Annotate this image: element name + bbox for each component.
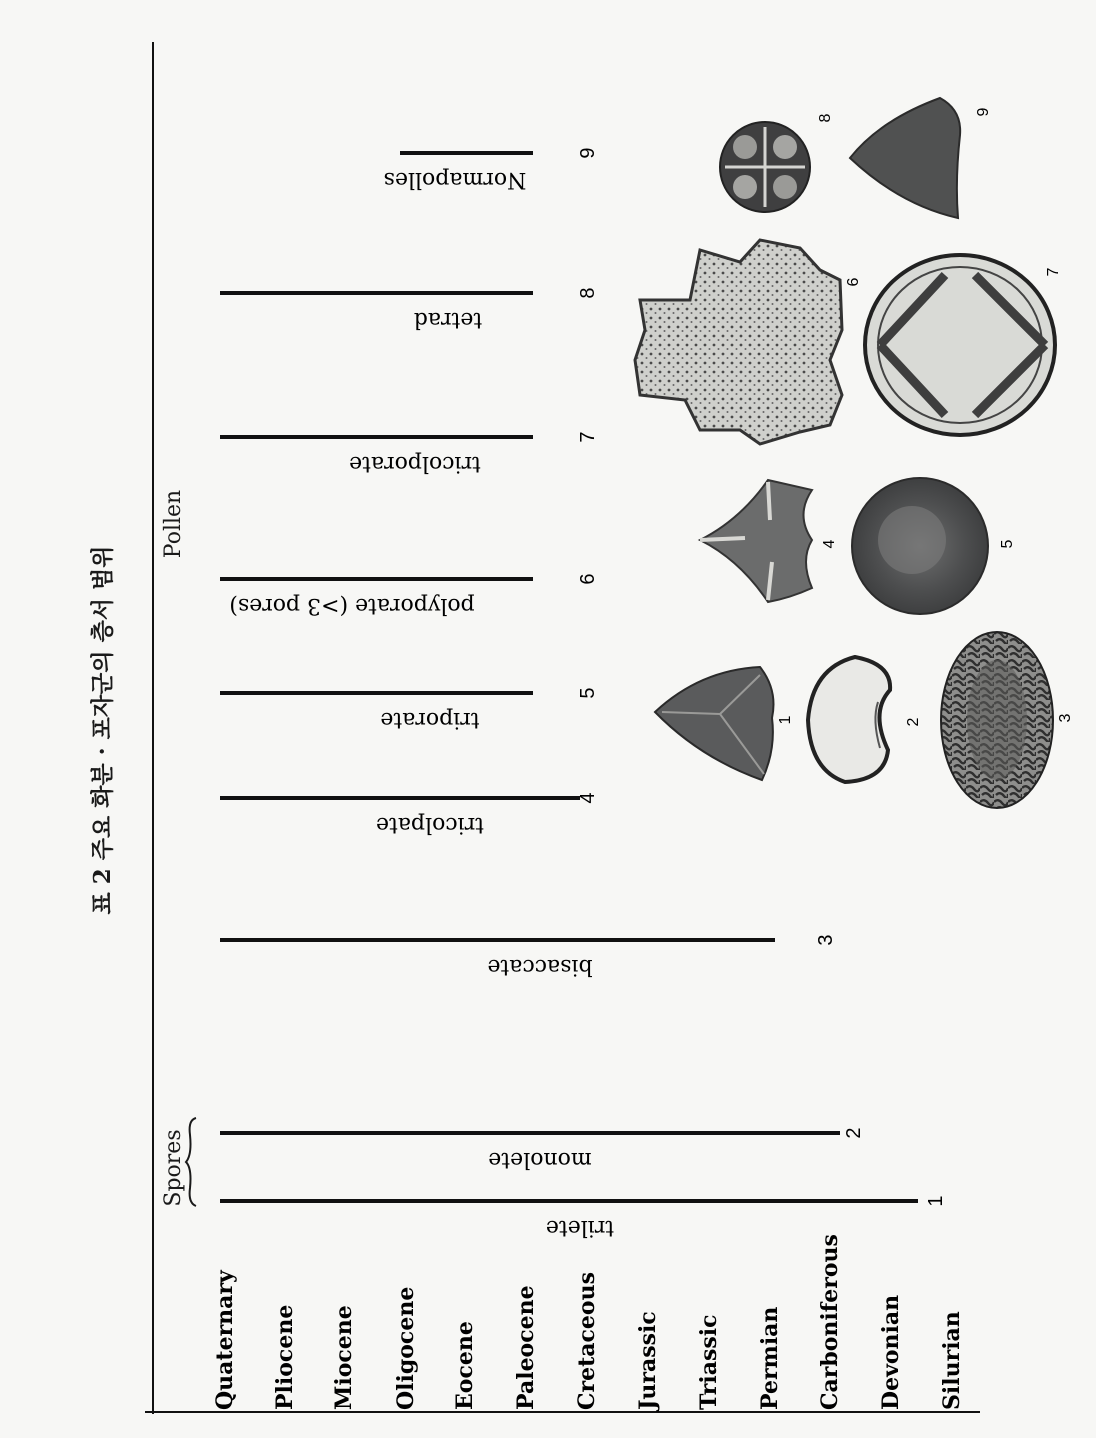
specimen-label: 3 [1057,713,1074,723]
specimen-9 [850,98,992,218]
specimen-label: 1 [777,715,794,725]
spores-label: Spores [161,1129,186,1207]
period-label: Triassic [696,1314,722,1410]
period-label: Quaternary [212,1270,238,1410]
period-label: Pliocene [272,1304,298,1410]
taxon-number: 6 [577,573,599,585]
period-label: Jurassic [635,1311,661,1410]
taxon-number: 7 [577,431,599,443]
specimen-7 [865,255,1062,435]
specimen-1 [655,667,794,780]
table-title: 표 2 주요 화분 · 포자군의 층서 범위 [89,545,116,915]
taxon-name: polyporate (>3 pores) [229,593,475,618]
specimen-label: 7 [1045,267,1062,277]
specimen-2 [808,657,922,782]
specimen-3 [941,632,1074,808]
pollen-label: Pollen [161,489,186,559]
specimen-label: 4 [821,539,838,549]
spores-brace [186,1118,196,1206]
taxon-number: 8 [577,287,599,299]
period-label: Permian [757,1306,783,1410]
period-label: Oligocene [393,1286,419,1410]
taxon-number: 9 [577,147,599,159]
period-label: Silurian [939,1311,965,1410]
taxon-name: monolete [488,1147,592,1172]
taxon-number: 3 [815,934,837,946]
taxon-name: tetrad [413,307,483,332]
taxon-name: triporate [380,707,480,732]
taxon-name: tricolpate [375,812,485,837]
period-label: Cretaceous [574,1272,600,1410]
specimen-5 [852,478,1016,614]
taxon-name: bisaccate [487,954,593,979]
taxon-name: tricolporate [349,451,481,476]
taxon-name: trilete [545,1215,615,1240]
specimen-6 [635,240,862,444]
period-label: Carboniferous [817,1234,843,1410]
specimen-label: 5 [999,539,1016,549]
taxon-number: 1 [925,1195,947,1207]
specimens [635,98,1074,808]
specimen-4 [700,480,838,602]
period-label: Eocene [452,1321,478,1410]
period-label: Devonian [878,1294,904,1410]
taxon-number: 4 [577,792,599,804]
period-label: Paleocene [513,1285,539,1410]
specimen-label: 9 [975,107,992,117]
specimen-label: 2 [905,717,922,727]
taxon-name: Normapolles [383,167,527,192]
period-label: Miocene [331,1305,357,1410]
specimen-label: 6 [845,277,862,287]
specimen-label: 8 [817,113,834,123]
taxon-number: 2 [843,1127,865,1139]
period-axis [212,1234,965,1412]
specimen-8 [720,113,834,212]
taxon-number: 5 [577,687,599,699]
